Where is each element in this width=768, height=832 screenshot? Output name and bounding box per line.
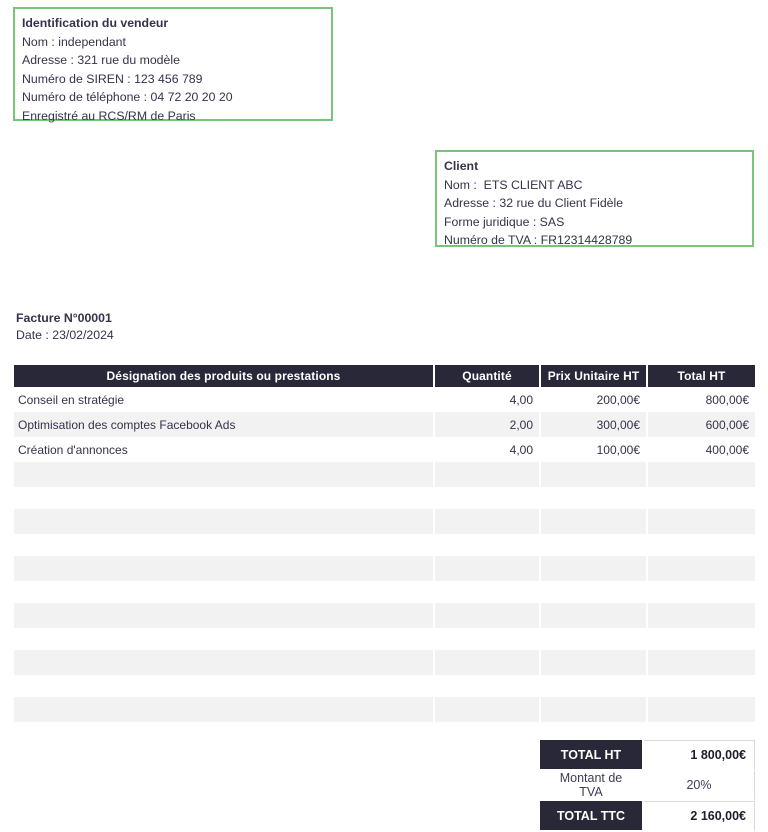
header-prix-unitaire: Prix Unitaire HT <box>541 365 648 387</box>
spacer-cell <box>541 581 648 603</box>
line-items-body <box>14 387 755 722</box>
client-information-box <box>435 150 754 247</box>
table-row-spacer <box>14 581 755 603</box>
cell-prix-unitaire: 300,00€ <box>541 412 648 437</box>
cell-quantite: 4,00 <box>435 387 541 412</box>
header-designation: Désignation des produits ou prestations <box>14 365 435 387</box>
spacer-cell <box>541 487 648 509</box>
total-ttc-row <box>540 801 755 832</box>
spacer-cell <box>435 628 541 650</box>
spacer-cell <box>648 628 755 650</box>
cell-designation <box>14 509 435 534</box>
spacer-cell <box>648 534 755 556</box>
total-ttc-value: 2 160,00€ <box>644 801 755 832</box>
spacer-cell <box>541 675 648 697</box>
line-items-table <box>14 365 755 722</box>
vendor-phone-line: Numéro de téléphone : 04 72 20 20 20 <box>22 90 233 105</box>
client-box-title: Client <box>444 159 479 173</box>
spacer-cell <box>14 534 435 556</box>
montant-tva-label: Montant de TVA <box>540 771 644 801</box>
cell-designation <box>14 462 435 487</box>
spacer-cell <box>648 487 755 509</box>
table-row <box>14 437 755 462</box>
cell-quantite <box>435 509 541 534</box>
table-row-spacer <box>14 487 755 509</box>
vendor-name-line: Nom : independant <box>22 34 126 49</box>
spacer-cell <box>14 487 435 509</box>
client-name-line: Nom : ETS CLIENT ABC <box>444 177 583 192</box>
invoice-number: Facture N°00001 <box>16 311 112 325</box>
cell-quantite: 2,00 <box>435 412 541 437</box>
spacer-cell <box>435 534 541 556</box>
cell-total-ht <box>648 650 755 675</box>
total-ht-row <box>540 740 755 771</box>
cell-total-ht: 800,00€ <box>648 387 755 412</box>
table-header-row <box>14 365 755 387</box>
cell-total-ht: 400,00€ <box>648 437 755 462</box>
table-row-spacer <box>14 534 755 556</box>
totals-table <box>540 740 755 832</box>
cell-designation <box>14 697 435 722</box>
spacer-cell <box>435 675 541 697</box>
cell-prix-unitaire <box>541 697 648 722</box>
cell-designation <box>14 556 435 581</box>
spacer-cell <box>648 581 755 603</box>
cell-total-ht: 600,00€ <box>648 412 755 437</box>
table-row <box>14 697 755 722</box>
table-row <box>14 462 755 487</box>
table-row <box>14 603 755 628</box>
client-address-line: Adresse : 32 rue du Client Fidèle <box>444 196 624 211</box>
vendor-identification-box <box>13 7 333 121</box>
header-total-ht: Total HT <box>648 365 755 387</box>
vendor-address-line: Adresse : 321 rue du modèle <box>22 53 180 68</box>
cell-total-ht <box>648 603 755 628</box>
spacer-cell <box>435 487 541 509</box>
cell-total-ht <box>648 509 755 534</box>
total-ttc-label: TOTAL TTC <box>540 801 644 832</box>
cell-designation <box>14 603 435 628</box>
cell-quantite <box>435 603 541 628</box>
vendor-rcs-line: Enregistré au RCS/RM de Paris <box>22 108 196 123</box>
cell-quantite <box>435 462 541 487</box>
vendor-box-title: Identification du vendeur <box>22 16 169 30</box>
invoice-meta <box>16 310 114 344</box>
cell-quantite <box>435 697 541 722</box>
total-ht-label: TOTAL HT <box>540 740 644 771</box>
table-row <box>14 387 755 412</box>
header-quantite: Quantité <box>435 365 541 387</box>
cell-prix-unitaire: 200,00€ <box>541 387 648 412</box>
montant-tva-value: 20% <box>644 771 755 801</box>
cell-quantite: 4,00 <box>435 437 541 462</box>
cell-total-ht <box>648 556 755 581</box>
spacer-cell <box>541 534 648 556</box>
cell-prix-unitaire <box>541 650 648 675</box>
spacer-cell <box>541 628 648 650</box>
line-items-header <box>14 365 755 387</box>
table-row <box>14 650 755 675</box>
cell-prix-unitaire <box>541 603 648 628</box>
montant-tva-row <box>540 771 755 801</box>
cell-prix-unitaire <box>541 462 648 487</box>
spacer-cell <box>14 581 435 603</box>
cell-total-ht <box>648 697 755 722</box>
cell-prix-unitaire <box>541 509 648 534</box>
table-row <box>14 509 755 534</box>
vendor-siren-line: Numéro de SIREN : 123 456 789 <box>22 71 203 86</box>
table-row <box>14 412 755 437</box>
table-row <box>14 556 755 581</box>
cell-designation <box>14 650 435 675</box>
spacer-cell <box>648 675 755 697</box>
spacer-cell <box>435 581 541 603</box>
cell-quantite <box>435 556 541 581</box>
table-row-spacer <box>14 675 755 697</box>
total-ht-value: 1 800,00€ <box>644 740 755 771</box>
cell-designation: Optimisation des comptes Facebook Ads <box>14 412 435 437</box>
spacer-cell <box>14 628 435 650</box>
client-legal-form-line: Forme juridique : SAS <box>444 214 565 229</box>
spacer-cell <box>14 675 435 697</box>
cell-total-ht <box>648 462 755 487</box>
cell-prix-unitaire <box>541 556 648 581</box>
cell-designation: Conseil en stratégie <box>14 387 435 412</box>
table-row-spacer <box>14 628 755 650</box>
invoice-date: Date : 23/02/2024 <box>16 328 114 342</box>
client-vat-line: Numéro de TVA : FR12314428789 <box>444 233 633 248</box>
cell-prix-unitaire: 100,00€ <box>541 437 648 462</box>
cell-designation: Création d'annonces <box>14 437 435 462</box>
cell-quantite <box>435 650 541 675</box>
